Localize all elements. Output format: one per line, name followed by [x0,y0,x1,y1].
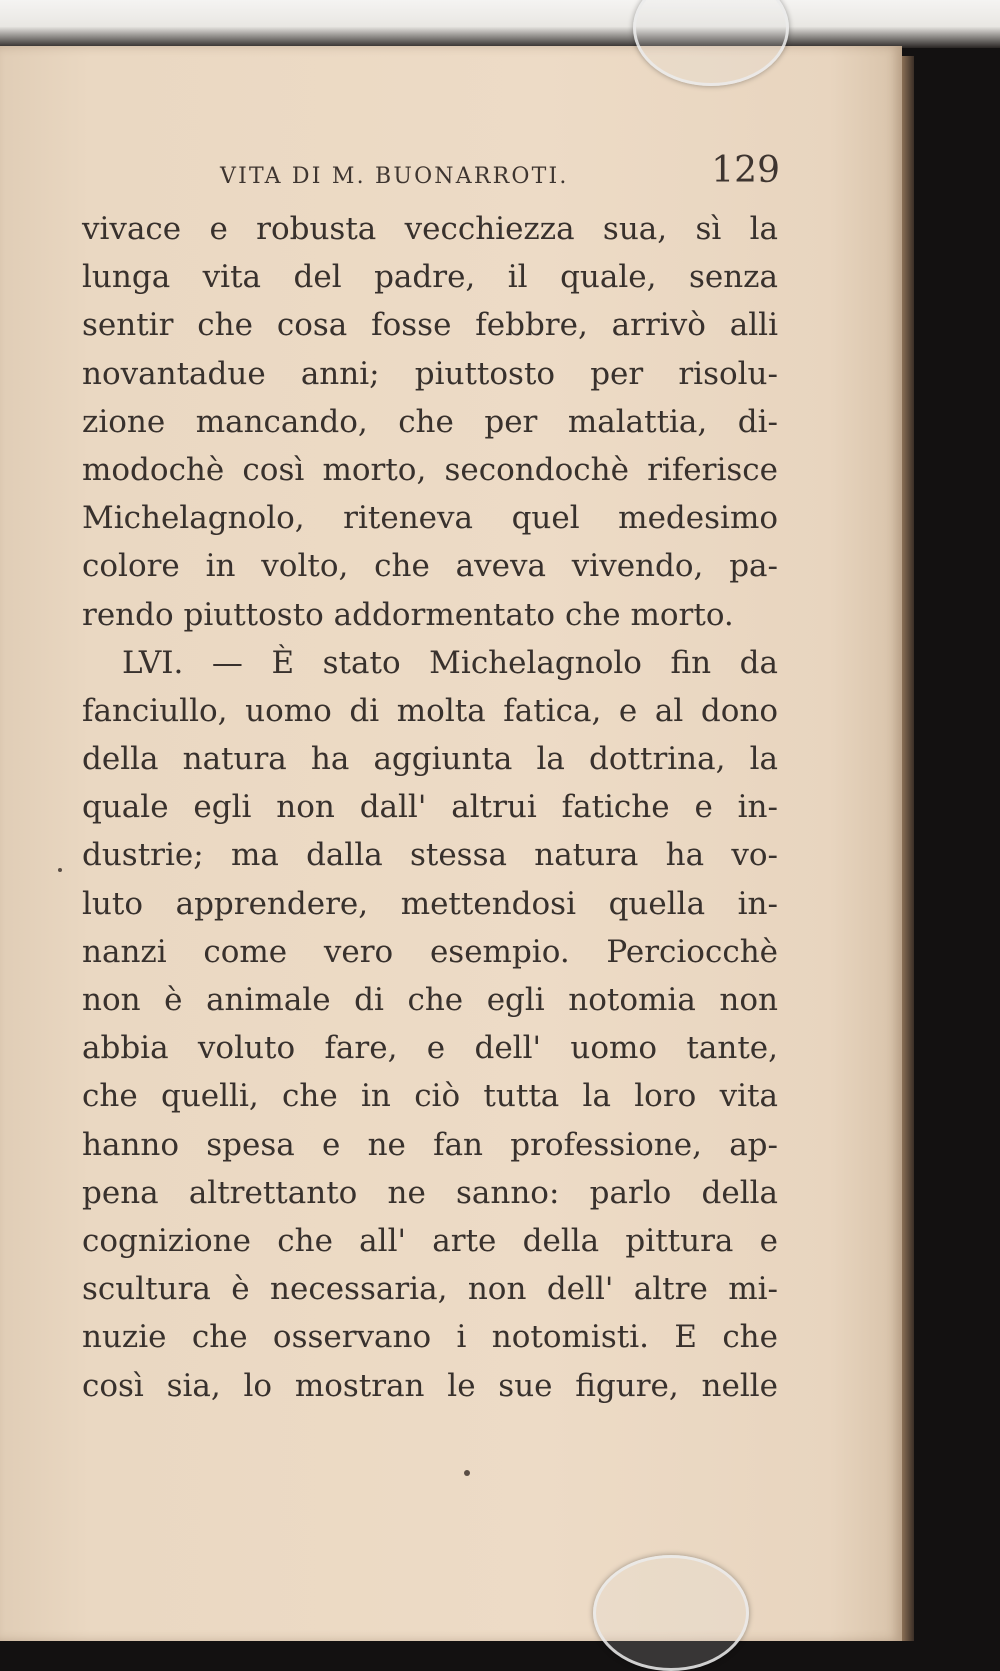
text-line: zione mancando, che per malattia, di- [82,403,778,440]
text-line: scultura è necessaria, non dell' altre mi- [82,1271,778,1308]
text-line: abbia voluto fare, e dell' uomo tante, [82,1030,778,1067]
text-line: che quelli, che in ciò tutta la loro vita [82,1078,778,1115]
text-line: pena altrettanto ne sanno: parlo della [82,1174,778,1211]
text-line: non è animale di che egli notomia non [82,982,778,1018]
running-header [220,150,780,198]
body-text [82,205,778,1410]
page-clip-bottom [593,1555,749,1671]
text-line: dustrie; ma dalla stessa natura ha vo- [82,837,778,874]
text-line: lunga vita del padre, il quale, senza [82,259,778,296]
text-line: fanciullo, uomo di molta fatica, e al dono [82,692,778,729]
text-line: della natura ha aggiunta la dottrina, la [82,741,778,778]
running-title: VITA DI M. BUONARROTI. [220,164,569,189]
text-line: cognizione che all' arte della pittura e [82,1222,778,1259]
text-line: rendo piuttosto addormentato che morto. [82,596,734,633]
text-line: così sia, lo mostran le sue figure, nelle [82,1367,778,1404]
scan-background-top [0,0,1000,48]
text-line: vivace e robusta vecchiezza sua, sì la [82,211,778,247]
text-line: hanno spesa e ne fan professione, ap- [82,1126,778,1163]
page-edge-shadow [902,56,914,1641]
text-line: luto apprendere, mettendosi quella in- [82,885,778,922]
text-line: modochè così morto, secondochè riferisce [82,451,778,488]
margin-speck [58,868,62,872]
text-line: nanzi come vero esempio. Perciocchè [82,933,778,970]
text-line: novantadue anni; piuttosto per risolu- [82,355,778,392]
text-line: Michelagnolo, riteneva quel medesimo [82,500,778,537]
text-line: quale egli non dall' altrui fatiche e in- [82,789,778,826]
text-line: LVI. — È stato Michelagnolo fin da [122,644,778,681]
text-line: nuzie che osservano i notomisti. E che [82,1319,778,1356]
ornament-dot [464,1470,470,1476]
text-line: colore in volto, che aveva vivendo, pa- [82,548,778,585]
page-number: 129 [711,150,780,191]
text-line: sentir che cosa fosse febbre, arrivò alli [82,307,778,344]
